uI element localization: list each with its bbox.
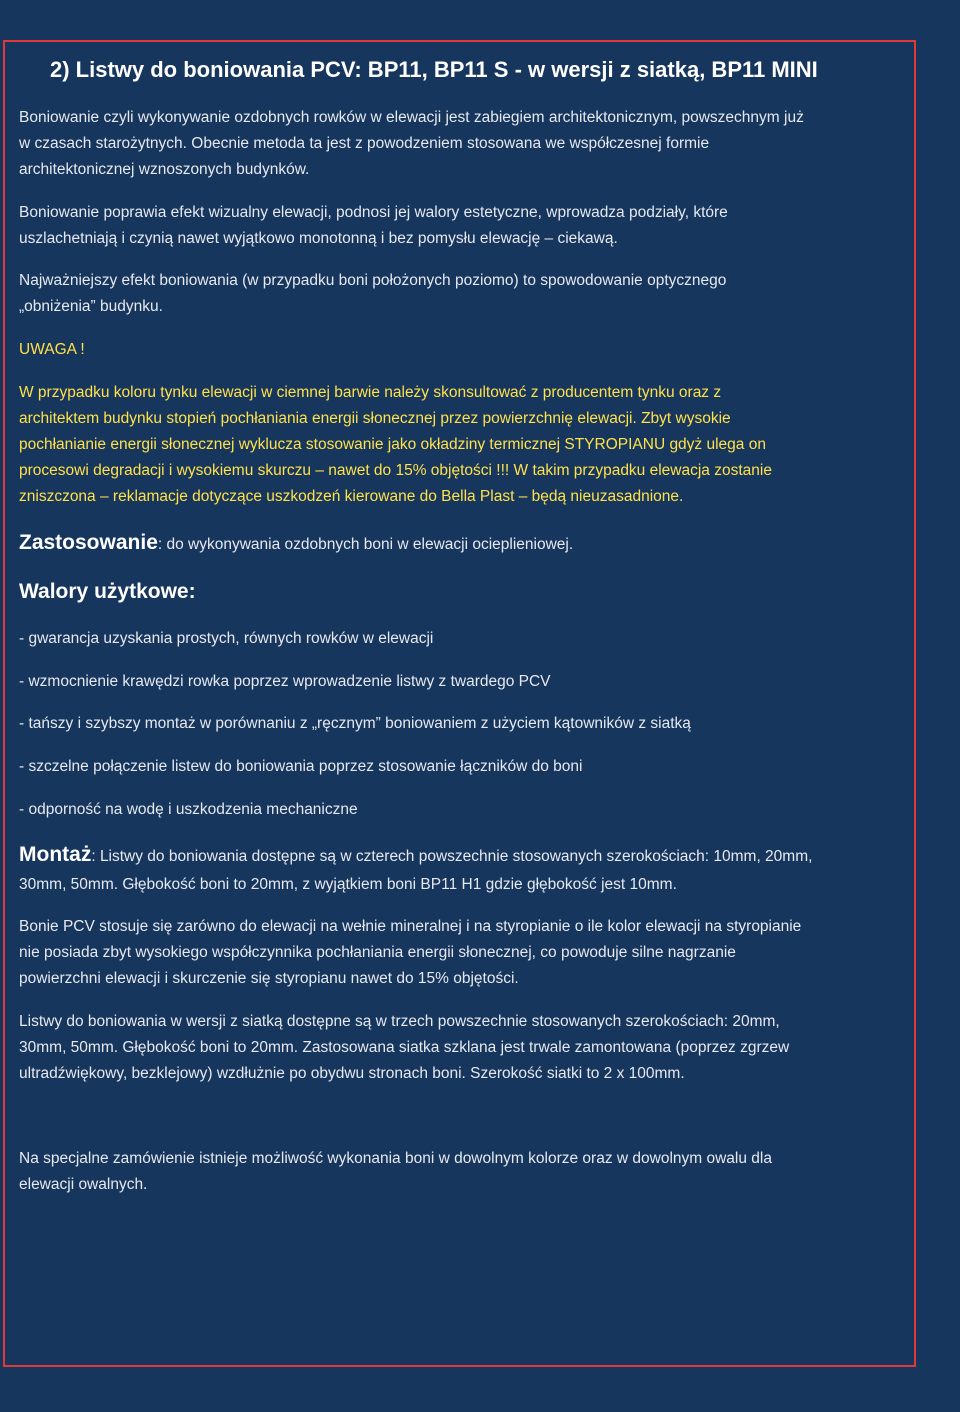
mounting-text: : Listwy do boniowania dostępne są w czterech powszechnie stosowanych szerokościach: 10mm, 20mm, xyxy=(91,848,813,865)
text-line: 30mm, 50mm. Głębokość boni to 20mm, z wyjątkiem boni BP11 H1 gdzie głębokość jest 10mm. xyxy=(19,876,677,893)
mounting-paragraph xyxy=(19,841,899,899)
text-line: zniszczona – reklamacje dotyczące uszkodzeń kierowane do Bella Plast – będą nieuzasadnione. xyxy=(19,488,684,505)
text-line: procesowi degradacji i wysokiemu skurczu – nawet do 15% objętości !!! W takim przypadku elewacja zostanie xyxy=(19,462,772,479)
page-title: 2) Listwy do boniowania PCV: BP11, BP11 S - w wersji z siatką, BP11 MINI xyxy=(50,57,818,82)
special-order-paragraph xyxy=(19,1146,899,1198)
text-line: Boniowanie czyli wykonywanie ozdobnych rowków w elewacji jest zabiegiem architektonicznym, powszechnym już xyxy=(19,109,804,126)
text-line: Boniowanie poprawia efekt wizualny elewacji, podnosi jej walory estetyczne, wprowadza podziały, które xyxy=(19,204,728,221)
warning-paragraph xyxy=(19,380,899,510)
styrofoam-paragraph xyxy=(19,914,899,992)
list-item: - szczelne połączenie listew do boniowania poprzez stosowanie łączników do boni xyxy=(19,758,583,775)
text-line: ultradźwiękowy, bezklejowy) wzdłużnie po obydwu stronach boni. Szerokość siatki to 2 x 100mm. xyxy=(19,1065,685,1082)
usage-text: : do wykonywania ozdobnych boni w elewacji ocieplieniowej. xyxy=(157,536,574,553)
intro-paragraph-2 xyxy=(19,200,899,252)
text-line: w czasach starożytnych. Obecnie metoda ta jest z powodzeniem stosowana we współczesnej formie xyxy=(19,135,710,152)
text-line: uszlachetniają i czynią nawet wyjątkowo monotonną i bez pomysłu elewację – ciekawą. xyxy=(19,230,618,247)
text-line: elewacji owalnych. xyxy=(19,1176,148,1193)
text-line: Bonie PCV stosuje się zarówno do elewacji na wełnie mineralnej i na styropianie o ile kolor elewacji na styropianie xyxy=(19,918,802,935)
intro-paragraph-1 xyxy=(19,105,899,183)
text-line: powierzchni elewacji i skurczenie się styropianu nawet do 15% objętości. xyxy=(19,970,519,987)
text-line: pochłanianie energii słonecznej wyklucza stosowanie jako okładziny termicznej STYROPIANU gdyż ulega on xyxy=(19,436,766,453)
list-item: - gwarancja uzyskania prostych, równych rowków w elewacji xyxy=(19,630,434,647)
text-line: architektem budynku stopień pochłaniania energii słonecznej przez powierzchnię elewacji. Zbyt wysokie xyxy=(19,410,731,427)
text-line: architektonicznej wznoszonych budynków. xyxy=(19,161,310,178)
warning-label: UWAGA ! xyxy=(19,341,85,358)
text-line: „obniżenia” budynku. xyxy=(19,298,163,315)
text-line: Listwy do boniowania w wersji z siatką dostępne są w trzech powszechnie stosowanych szerokościach: 20mm, xyxy=(19,1013,780,1030)
features-heading: Walory użytkowe: xyxy=(19,580,196,603)
usage-paragraph xyxy=(19,528,899,560)
text-line: Na specjalne zamówienie istnieje możliwość wykonania boni w dowolnym kolorze oraz w dowolnym owalu dla xyxy=(19,1150,772,1167)
text-line: 30mm, 50mm. Głębokość boni to 20mm. Zastosowana siatka szklana jest trwale zamontowana (poprzez zgrzew xyxy=(19,1039,790,1056)
mesh-paragraph xyxy=(19,1009,899,1087)
list-item: - odporność na wodę i uszkodzenia mechaniczne xyxy=(19,801,358,818)
mounting-heading: Montaż xyxy=(19,843,92,866)
list-item: - tańszy i szybszy montaż w porównaniu z „ręcznym” boniowaniem z użyciem kątowników z siatką xyxy=(19,715,691,732)
text-line: nie posiada zbyt wysokiego współczynnika pochłaniania energii słonecznej, co powoduje silne nagrzanie xyxy=(19,944,736,961)
list-item: - wzmocnienie krawędzi rowka poprzez wprowadzenie listwy z twardego PCV xyxy=(19,673,551,690)
usage-heading: Zastosowanie xyxy=(19,531,158,554)
text-line: W przypadku koloru tynku elewacji w ciemnej barwie należy skonsultować z producentem tynku oraz z xyxy=(19,384,722,401)
text-line xyxy=(19,841,899,871)
text-line: Najważniejszy efekt boniowania (w przypadku boni położonych poziomo) to spowodowanie optycznego xyxy=(19,272,727,289)
intro-paragraph-3 xyxy=(19,268,899,320)
